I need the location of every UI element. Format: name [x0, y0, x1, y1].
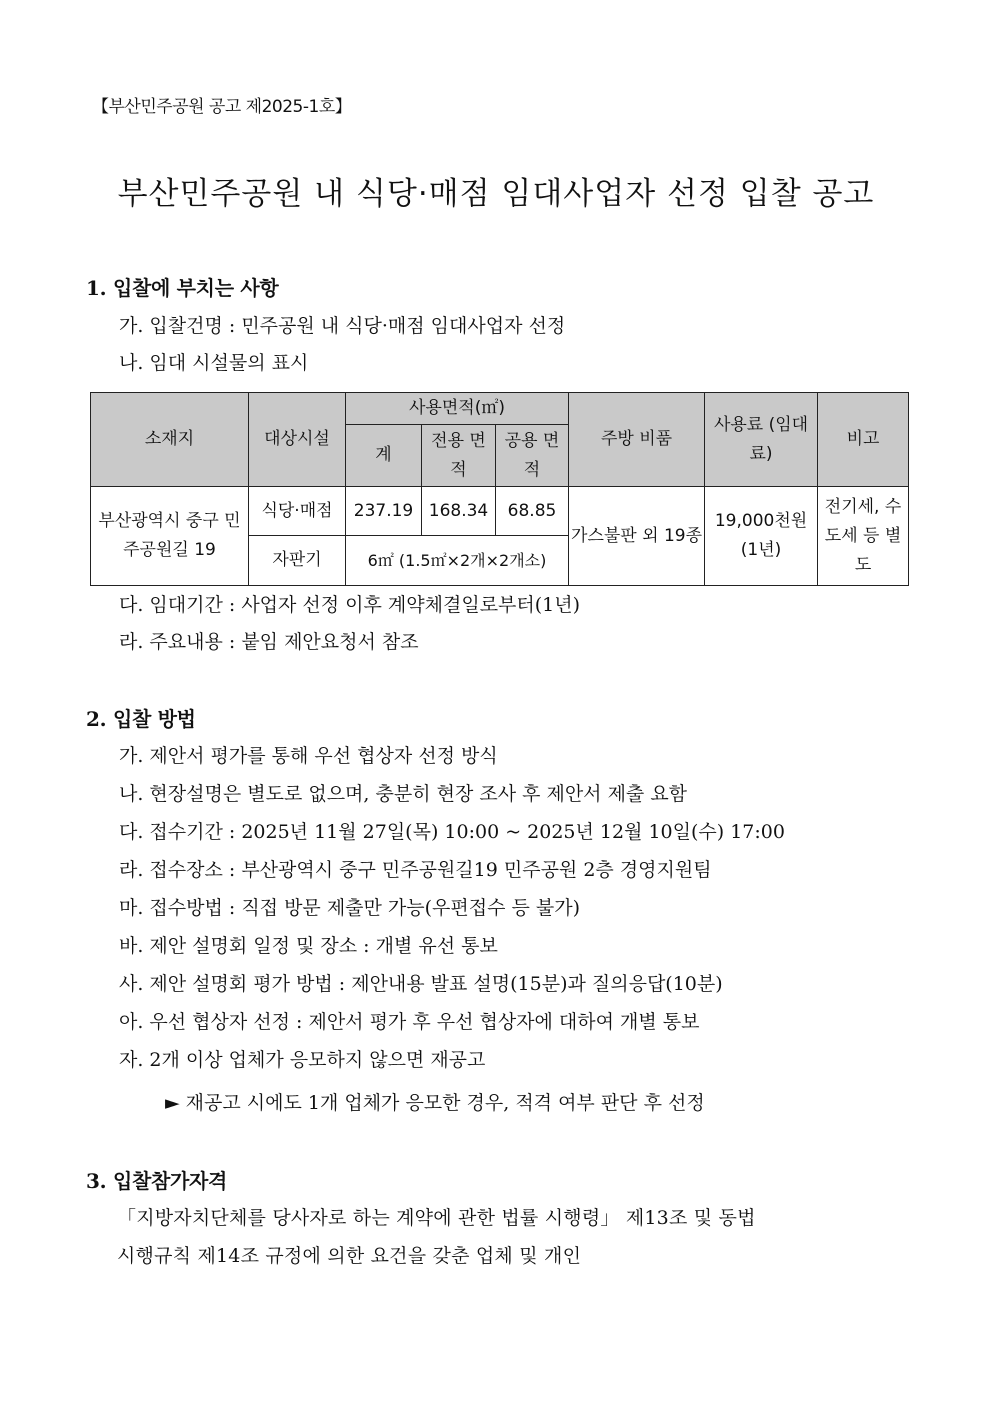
section-2-heading: 2. 입찰 방법 [86, 707, 196, 731]
cell-area-common: 68.85 [496, 487, 569, 535]
document-title: 부산민주공원 내 식당·매점 임대사업자 선정 입찰 공고 [117, 176, 875, 212]
header-kitchen: 주방 비품 [569, 393, 705, 487]
method-item: 라. 접수장소 : 부산광역시 중구 민주공원길19 민주공원 2층 경영지원팀 [119, 859, 712, 881]
method-item: 바. 제안 설명회 일정 및 장소 : 개별 유선 통보 [119, 935, 498, 957]
main-content-line: 라. 주요내용 : 붙임 제안요청서 참조 [119, 631, 419, 653]
header-fee: 사용료 (임대료) [705, 393, 818, 487]
cell-facility-restaurant: 식당·매점 [249, 487, 346, 535]
header-area-total: 계 [346, 425, 422, 487]
header-remarks: 비고 [818, 393, 909, 487]
re-announcement-note: ► 재공고 시에도 1개 업체가 응모한 경우, 적격 여부 판단 후 선정 [165, 1092, 705, 1114]
method-item: 다. 접수기간 : 2025년 11월 27일(목) 10:00 ~ 2025년 12월 10일(수) 17:00 [119, 821, 785, 843]
method-item: 나. 현장설명은 별도로 없으며, 충분히 현장 조사 후 제안서 제출 요함 [119, 783, 688, 805]
header-area-exclusive: 전용 면적 [422, 425, 496, 487]
method-item: 아. 우선 협상자 선정 : 제안서 평가 후 우선 협상자에 대하여 개별 통보 [119, 1011, 700, 1033]
cell-vending-area: 6㎡ (1.5㎡×2개×2개소) [346, 535, 569, 585]
method-item: 자. 2개 이상 업체가 응모하지 않으면 재공고 [119, 1049, 486, 1071]
cell-location: 부산광역시 중구 민주공원길 19 [91, 487, 249, 586]
cell-area-exclusive: 168.34 [422, 487, 496, 535]
cell-fee: 19,000천원 (1년) [705, 487, 818, 586]
section-1-heading: 1. 입찰에 부치는 사항 [86, 276, 279, 300]
qualification-line-2: 시행규칙 제14조 규정에 의한 요건을 갖춘 업체 및 개인 [117, 1245, 582, 1267]
bid-name-line: 가. 입찰건명 : 민주공원 내 식당·매점 임대사업자 선정 [119, 315, 566, 337]
facility-display-line: 나. 임대 시설물의 표시 [119, 352, 309, 374]
header-area-group: 사용면적(㎡) [346, 393, 569, 425]
header-location: 소재지 [91, 393, 249, 487]
cell-kitchen: 가스불판 외 19종 [569, 487, 705, 586]
cell-area-total: 237.19 [346, 487, 422, 535]
method-item: 가. 제안서 평가를 통해 우선 협상자 선정 방식 [119, 745, 498, 767]
section-3-heading: 3. 입찰참가자격 [86, 1169, 228, 1193]
cell-remarks: 전기세, 수도세 등 별도 [818, 487, 909, 586]
qualification-line-1: 「지방자치단체를 당사자로 하는 계약에 관한 법률 시행령」 제13조 및 동법 [117, 1207, 756, 1229]
cell-facility-vending: 자판기 [249, 535, 346, 585]
notice-number: 【부산민주공원 공고 제2025-1호】 [92, 97, 352, 117]
lease-period-line: 다. 임대기간 : 사업자 선정 이후 계약체결일로부터(1년) [119, 594, 581, 616]
header-area-common: 공용 면적 [496, 425, 569, 487]
facility-table [90, 392, 909, 586]
method-item: 마. 접수방법 : 직접 방문 제출만 가능(우편접수 등 불가) [119, 897, 581, 919]
header-facility: 대상시설 [249, 393, 346, 487]
method-item: 사. 제안 설명회 평가 방법 : 제안내용 발표 설명(15분)과 질의응답(10분) [119, 973, 723, 995]
